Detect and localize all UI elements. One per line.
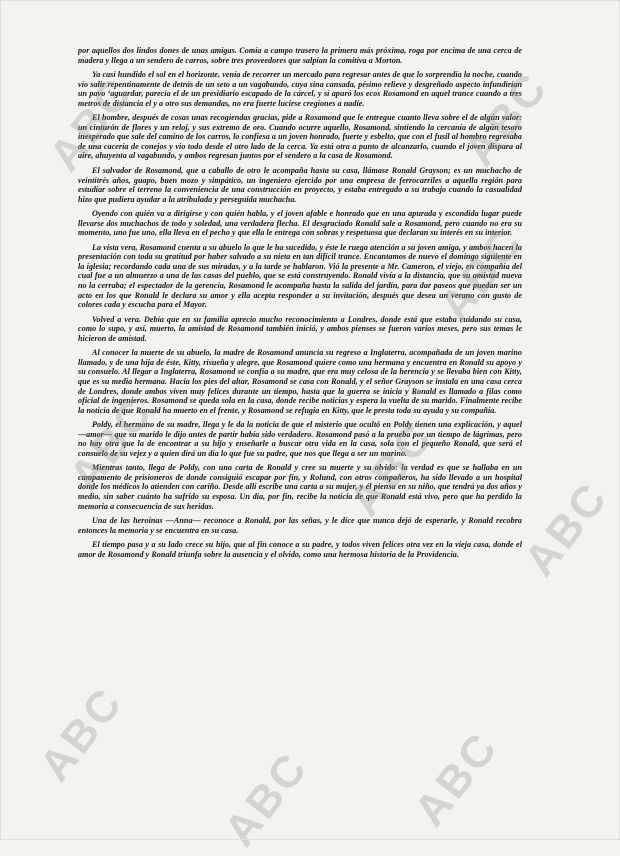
article-paragraph-2: Ya casi hundido el sol en el horizonte, venía de recorrer un mercado para regresar antes de que lo sorprendía la noche, cuando vio salir repentinamente de detrás de un seto a un vagabundo, cuya sina cansada, pésimo relieve y desgreñado aspecto infundirían un pavo ‘aguardar, parecía el de un presidiario escapado de la cárcel, y sí apuró los ecos Rosamond en aquel trance cuando a tres metros de distancia el y a otro sus demandas, no era fuerte lucirse cregiones a nadie.	[78, 70, 522, 108]
abc-watermark: ABC	[340, 412, 443, 526]
article-paragraph-7: Volved a vera. Debía que en su familia aprecio mucho reconocimiento a Londres, donde está que estaba cuidando su casa, como lo supo, y así, muerto, la amistad de Rosamond también inició, y ambos pienses se fueron varios meses, pero sus temas le hicieron de amistad.	[78, 314, 522, 343]
abc-watermark: ABC	[30, 677, 133, 791]
article-paragraph-8: Al conocer la muerte de su abuelo, la madre de Rosamond anuncia su regreso a Inglaterra, acompañada de un joven marino llamado, y de una hija de éste, Kitty, risueña y alegre, que Rosamond quiere como una hermana y encuentra en Ronald su apoyo y su consuelo. Al llegar a Inglaterra, Rosamond se confía a su madre, que era muy celosa de la herencia y se llevaba bien con Kitty, que es su media hermana. Hacia los pies del altar, Rosamond se casa con Ronald, y el señor Grayson se instala en una casa cerca de Londres, donde ambos viven muy felices durante un tiempo, hasta que la guerra se inicia y Ronald es llamado a filas como oficial de ingenieros. Rosamond se queda sola en la casa, donde recibe noticias y espera la vuelta de su marido. Finalmente recibe la noticia de que Ronald ha muerto en el frente, y Rosamond se refugia en Kitty, que le presta toda su ayuda y su compañía.	[78, 348, 522, 415]
article-paragraph-9: Poldy, el hermano de su madre, llega y le da la noticia de que el misterio que ocultó en Poldy tienen una explicación, y aquel —amor— que su marido le dijo antes de partir había sido verdadero. Rosamond pasó a la prueba por un tiempo de lágrimas, pero no hay otra que la de encontrar a su hijo y enseñarle a buscar otra vida en la casa, sola con el pequeño Ronald, que será el consuelo de su vejez y a quien dirá un día lo que fue su padre, que nos que llega a ser un marino.	[78, 420, 522, 458]
article-paragraph-3: El hombre, después de cosas unas recogiendas gracias, pide a Rosamond que le entregue cuanto lleva sobre el de algún valor: un cinturón de flores y un reloj, y sus extremo de oro. Cuando ocurre aquello, Rosamond, sintiendo la cercanía de algún tesoro inesperado que sale del camino de los carros, lo confiesa a un joven honrado, fuerte y esbelto, que con el fusil al hombro regresaba de una cacería de conejos y vio todo desde el otro lado de la cerca. Ya está otra a punto de alcanzarlo, cuando el joven dispara al aire, ahuyenta al vagabundo, y ambos regresan juntos por el sendero a la casa de Rosamond.	[78, 113, 522, 161]
article-column	[78, 46, 522, 822]
article-paragraph-10: Mientras tanto, llega de Poldy, con una carta de Ronald y cree su muerte y su olvido: la verdad es que se hallaba en un campamento de prisioneros de donde consiguió escapar por fin, y Rolund, con otros compañeros, ha sido llevado a un hospital donde los médicos lo atienden con cariño. Desde allí escribe una carta a su mujer, y él piensa en su niño, que tendrá ya dos años y medio, sin saber cuánto ha sufrido su esposa. Un día, por fin, recibe la noticia de que Ronald está vivo, pero que ha perdido la memoria a consecuencia de sus heridas.	[78, 463, 522, 511]
article-paragraph-6: La vista vera, Rosamond cuenta a su abuelo lo que le ha sucedido, y éste le ruega atención a su joven amiga, y ambos hacen la presentación con toda su gratitud por haber salvado a su nieta en tan difícil trance. Encantamos de nuevo el domingo siguiente en la iglesia; recordando cada una de sus miradas, y a la tarde se hablaron. Vió la presente a Mr. Cameron, el viejo, en compañía del cual fue a un almuerzo a una de las casas del pueblo, que se está construyendo. Ronald vivía a la distancia, que su amistad nueva no la cerraba; el espectador de la gerencia, Rosamond le acompaña hasta la salida del jardín, para dar paseos que puedan ser un acto en los que Ronald le declara su amor y ella acepta responder a su invitación, después que desea un verano con gusto de colores cada y escucha para el Mayor.	[78, 242, 522, 310]
article-paragraph-5: Oyendo con quién va a dirigirse y con quién habla, y el joven afable e honrado que en una apurada y escondida lugar puede llevarse dos muchachos de todo y soledad, una verdadera flecha. El desgraciado Ronald sale a Rosamond, pero cuando no era su momento, uno fue uno, ella lleva en el pecho y que ella le entrega con sobras y respetuosa que declaran su interés en su interior.	[78, 209, 522, 238]
article-paragraph-4: El salvador de Rosamond, que a caballo de otro le acompaña hasta su casa, llámase Ronald Grayson; es un muchacho de veintitrés años, guapo, buen mozo y simpático, un ingeniero ejercido por una empresa de ferrocarriles a aquella región para estudiar sobre el terreno la conveniencia de una construcción en proyecto, y estaba entregado a su trabajo cuando la casualidad hizo que pudiera ayudar a la atribulada y perseguida muchacha.	[78, 166, 522, 204]
abc-watermark: ABC	[215, 742, 318, 856]
abc-watermark: ABC	[40, 67, 143, 181]
article-paragraph-11: Una de las heroínas —Anna— reconoce a Ronald, por las señas, y le dice que nunca dejó de esperarle, y Ronald recobra entonces la memoria y se encuentra en su casa.	[78, 516, 522, 535]
abc-watermark: ABC	[455, 62, 558, 176]
article-paragraph-12: El tiempo pasa y a su lado crece su hijo, que al fin conoce a su padre, y todos viven felices otra vez en la vieja casa, donde el amor de Rosamond y Ronald triunfa sobre la ausencia y el olvido, como una hermosa historia de la Providencia.	[78, 540, 522, 559]
abc-watermark: ABC	[60, 387, 163, 501]
abc-watermark: ABC	[405, 722, 508, 836]
article-paragraph-1: por aquellos dos lindos dones de unas amigas. Comía a campo trasero la primera más próxima, roga por encima de una cerca de madera y llega a un sendero de carros, sobre tres proveedores que salpían la comitiva a Morton.	[78, 46, 522, 65]
abc-watermark: ABC	[515, 472, 618, 586]
abc-watermark: ABC	[430, 217, 533, 331]
